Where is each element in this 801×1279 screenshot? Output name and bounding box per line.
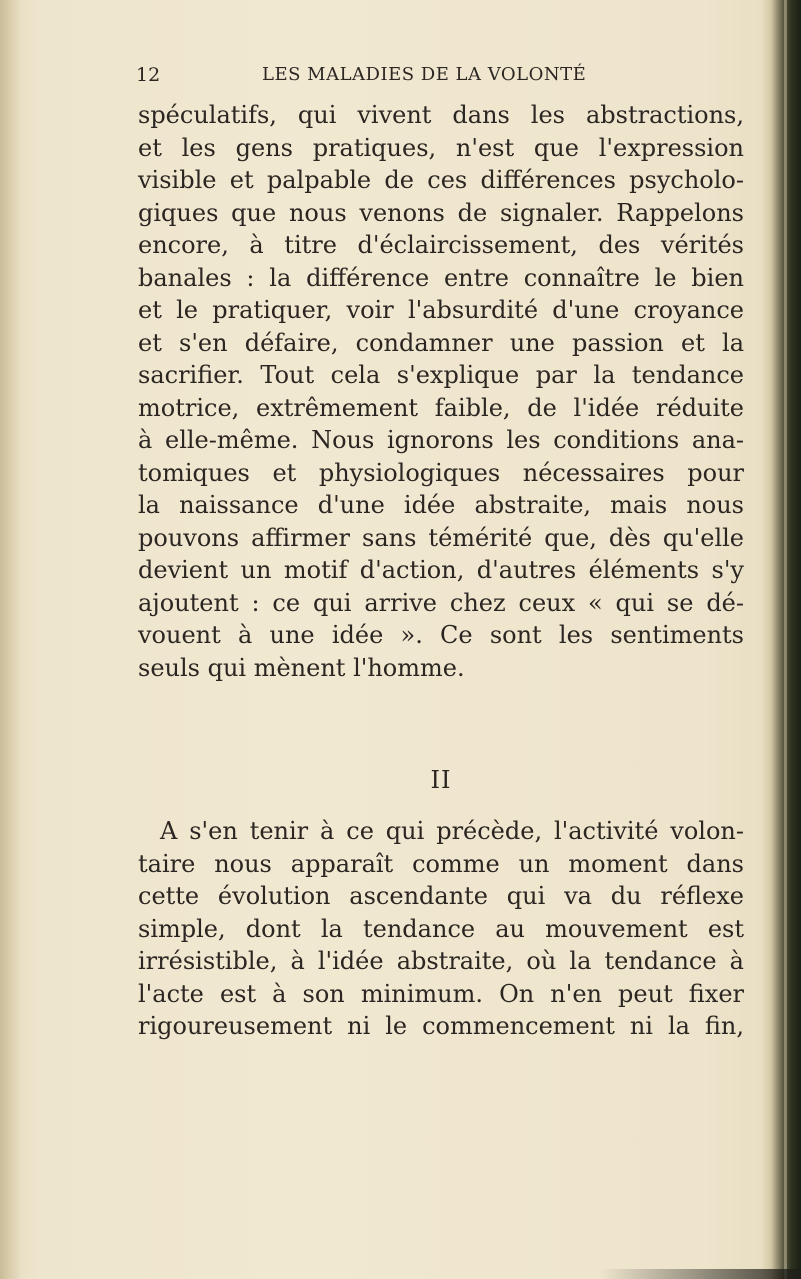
text-line: sacrifier. Tout cela s'explique par la tendance (138, 361, 744, 389)
text-line: et s'en défaire, condamner une passion et la (138, 328, 744, 357)
paragraph-1 (138, 99, 744, 684)
paragraph-2 (138, 815, 744, 1043)
text-line: encore, à titre d'éclaircissement, des vérités (138, 231, 744, 259)
text-line: visible et palpable de ces différences psycholo- (138, 166, 744, 194)
running-title: LES MALADIES DE LA VOLONTÉ (262, 64, 587, 85)
text-line: la naissance d'une idée abstraite, mais nous (138, 491, 744, 519)
page-gutter-shadow (0, 0, 22, 1279)
text-line: ajoutent : ce qui arrive chez ceux « qui se dé- (138, 588, 744, 617)
text-line: spéculatifs, qui vivent dans les abstractions, (138, 101, 744, 129)
text-line: tomiques et physiologiques nécessaires pour (138, 458, 744, 487)
text-line: devient un motif d'action, d'autres éléments s'y (138, 556, 744, 584)
text-line: et les gens pratiques, n'est que l'expression (138, 133, 744, 162)
text-line: pouvons affirmer sans témérité que, dès qu'elle (138, 523, 744, 552)
text-line: rigoureusement ni le commencement ni la fin, (138, 1012, 744, 1040)
page-edge-highlight (784, 0, 787, 1279)
text-line: motrice, extrêmement faible, de l'idée réduite (138, 393, 744, 422)
page-header (136, 64, 746, 94)
text-line: A s'en tenir à ce qui précède, l'activité volon- (160, 817, 744, 845)
section-heading: II (430, 766, 452, 794)
text-line: seuls qui mènent l'homme. (138, 653, 465, 682)
text-line: simple, dont la tendance au mouvement est (138, 914, 744, 943)
text-line: vouent à une idée ». Ce sont les sentiments (138, 621, 744, 649)
page-number: 12 (136, 64, 161, 86)
page-corner-shadow (600, 1269, 801, 1279)
text-line: à elle-même. Nous ignorons les conditions ana- (138, 426, 744, 454)
text-line: irrésistible, à l'idée abstraite, où la tendance à (138, 947, 744, 975)
text-line: giques que nous venons de signaler. Rappelons (138, 198, 744, 227)
text-line: banales : la différence entre connaître le bien (138, 263, 744, 292)
text-line: et le pratiquer, voir l'absurdité d'une croyance (138, 296, 744, 324)
text-line: taire nous apparaît comme un moment dans (138, 849, 744, 878)
page-edge-shadow (761, 0, 801, 1279)
text-line: cette évolution ascendante qui va du réflexe (138, 882, 744, 910)
text-line: l'acte est à son minimum. On n'en peut fixer (138, 979, 744, 1008)
